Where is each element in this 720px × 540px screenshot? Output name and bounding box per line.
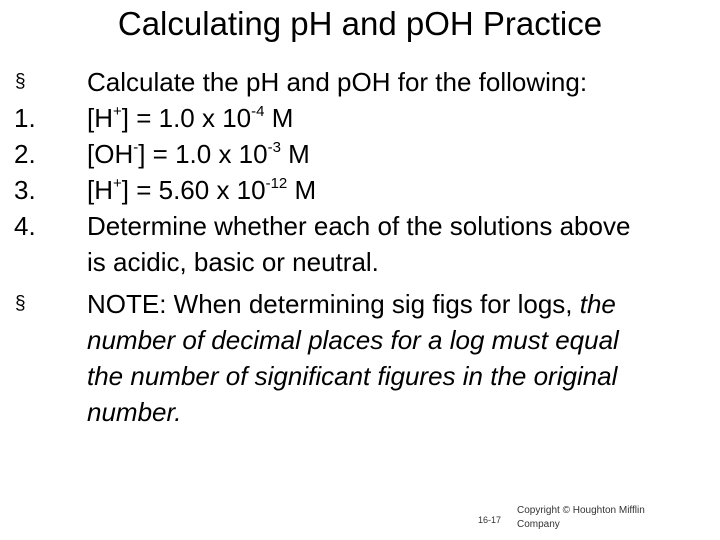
note-text-line3: the number of significant figures in the original bbox=[87, 361, 618, 391]
item-number: 2. bbox=[14, 139, 36, 169]
item-text-line2: is acidic, basic or neutral. bbox=[87, 247, 379, 277]
copyright-notice: Copyright © Houghton Mifflin Company bbox=[517, 505, 645, 530]
item-number: 1. bbox=[14, 103, 36, 133]
item-number: 4. bbox=[14, 211, 36, 241]
intro-text: Calculate the pH and pOH for the following: bbox=[87, 67, 588, 97]
list-item-1 bbox=[0, 100, 720, 136]
list-item-3 bbox=[0, 172, 720, 208]
list-item-note bbox=[0, 286, 720, 322]
list-item-4 bbox=[0, 208, 720, 244]
note-text-line4: number. bbox=[87, 397, 182, 427]
page-title: Calculating pH and pOH Practice bbox=[117, 5, 603, 42]
list-item-intro bbox=[0, 64, 720, 100]
bullet-marker: § bbox=[15, 293, 26, 314]
item-text: [H+] = 1.0 x $10^{-4}$ M bbox=[87, 103, 294, 133]
bullet-marker: § bbox=[15, 71, 26, 92]
note-text-line2: number of decimal places for a log must equal bbox=[87, 325, 619, 355]
item-text-line1: Determine whether each of the solutions above bbox=[87, 211, 631, 241]
item-number: 3. bbox=[14, 175, 36, 205]
note-text-line1: NOTE: When determining sig figs for logs, the bbox=[87, 289, 616, 319]
item-text: [H+] = 5.60 x $10^{-12}$ M bbox=[87, 175, 317, 205]
list-item-2 bbox=[0, 136, 720, 172]
slide-number: 16-17 bbox=[478, 515, 502, 525]
item-text: [OH-] = 1.0 x $10^{-3}$ M bbox=[87, 139, 310, 169]
